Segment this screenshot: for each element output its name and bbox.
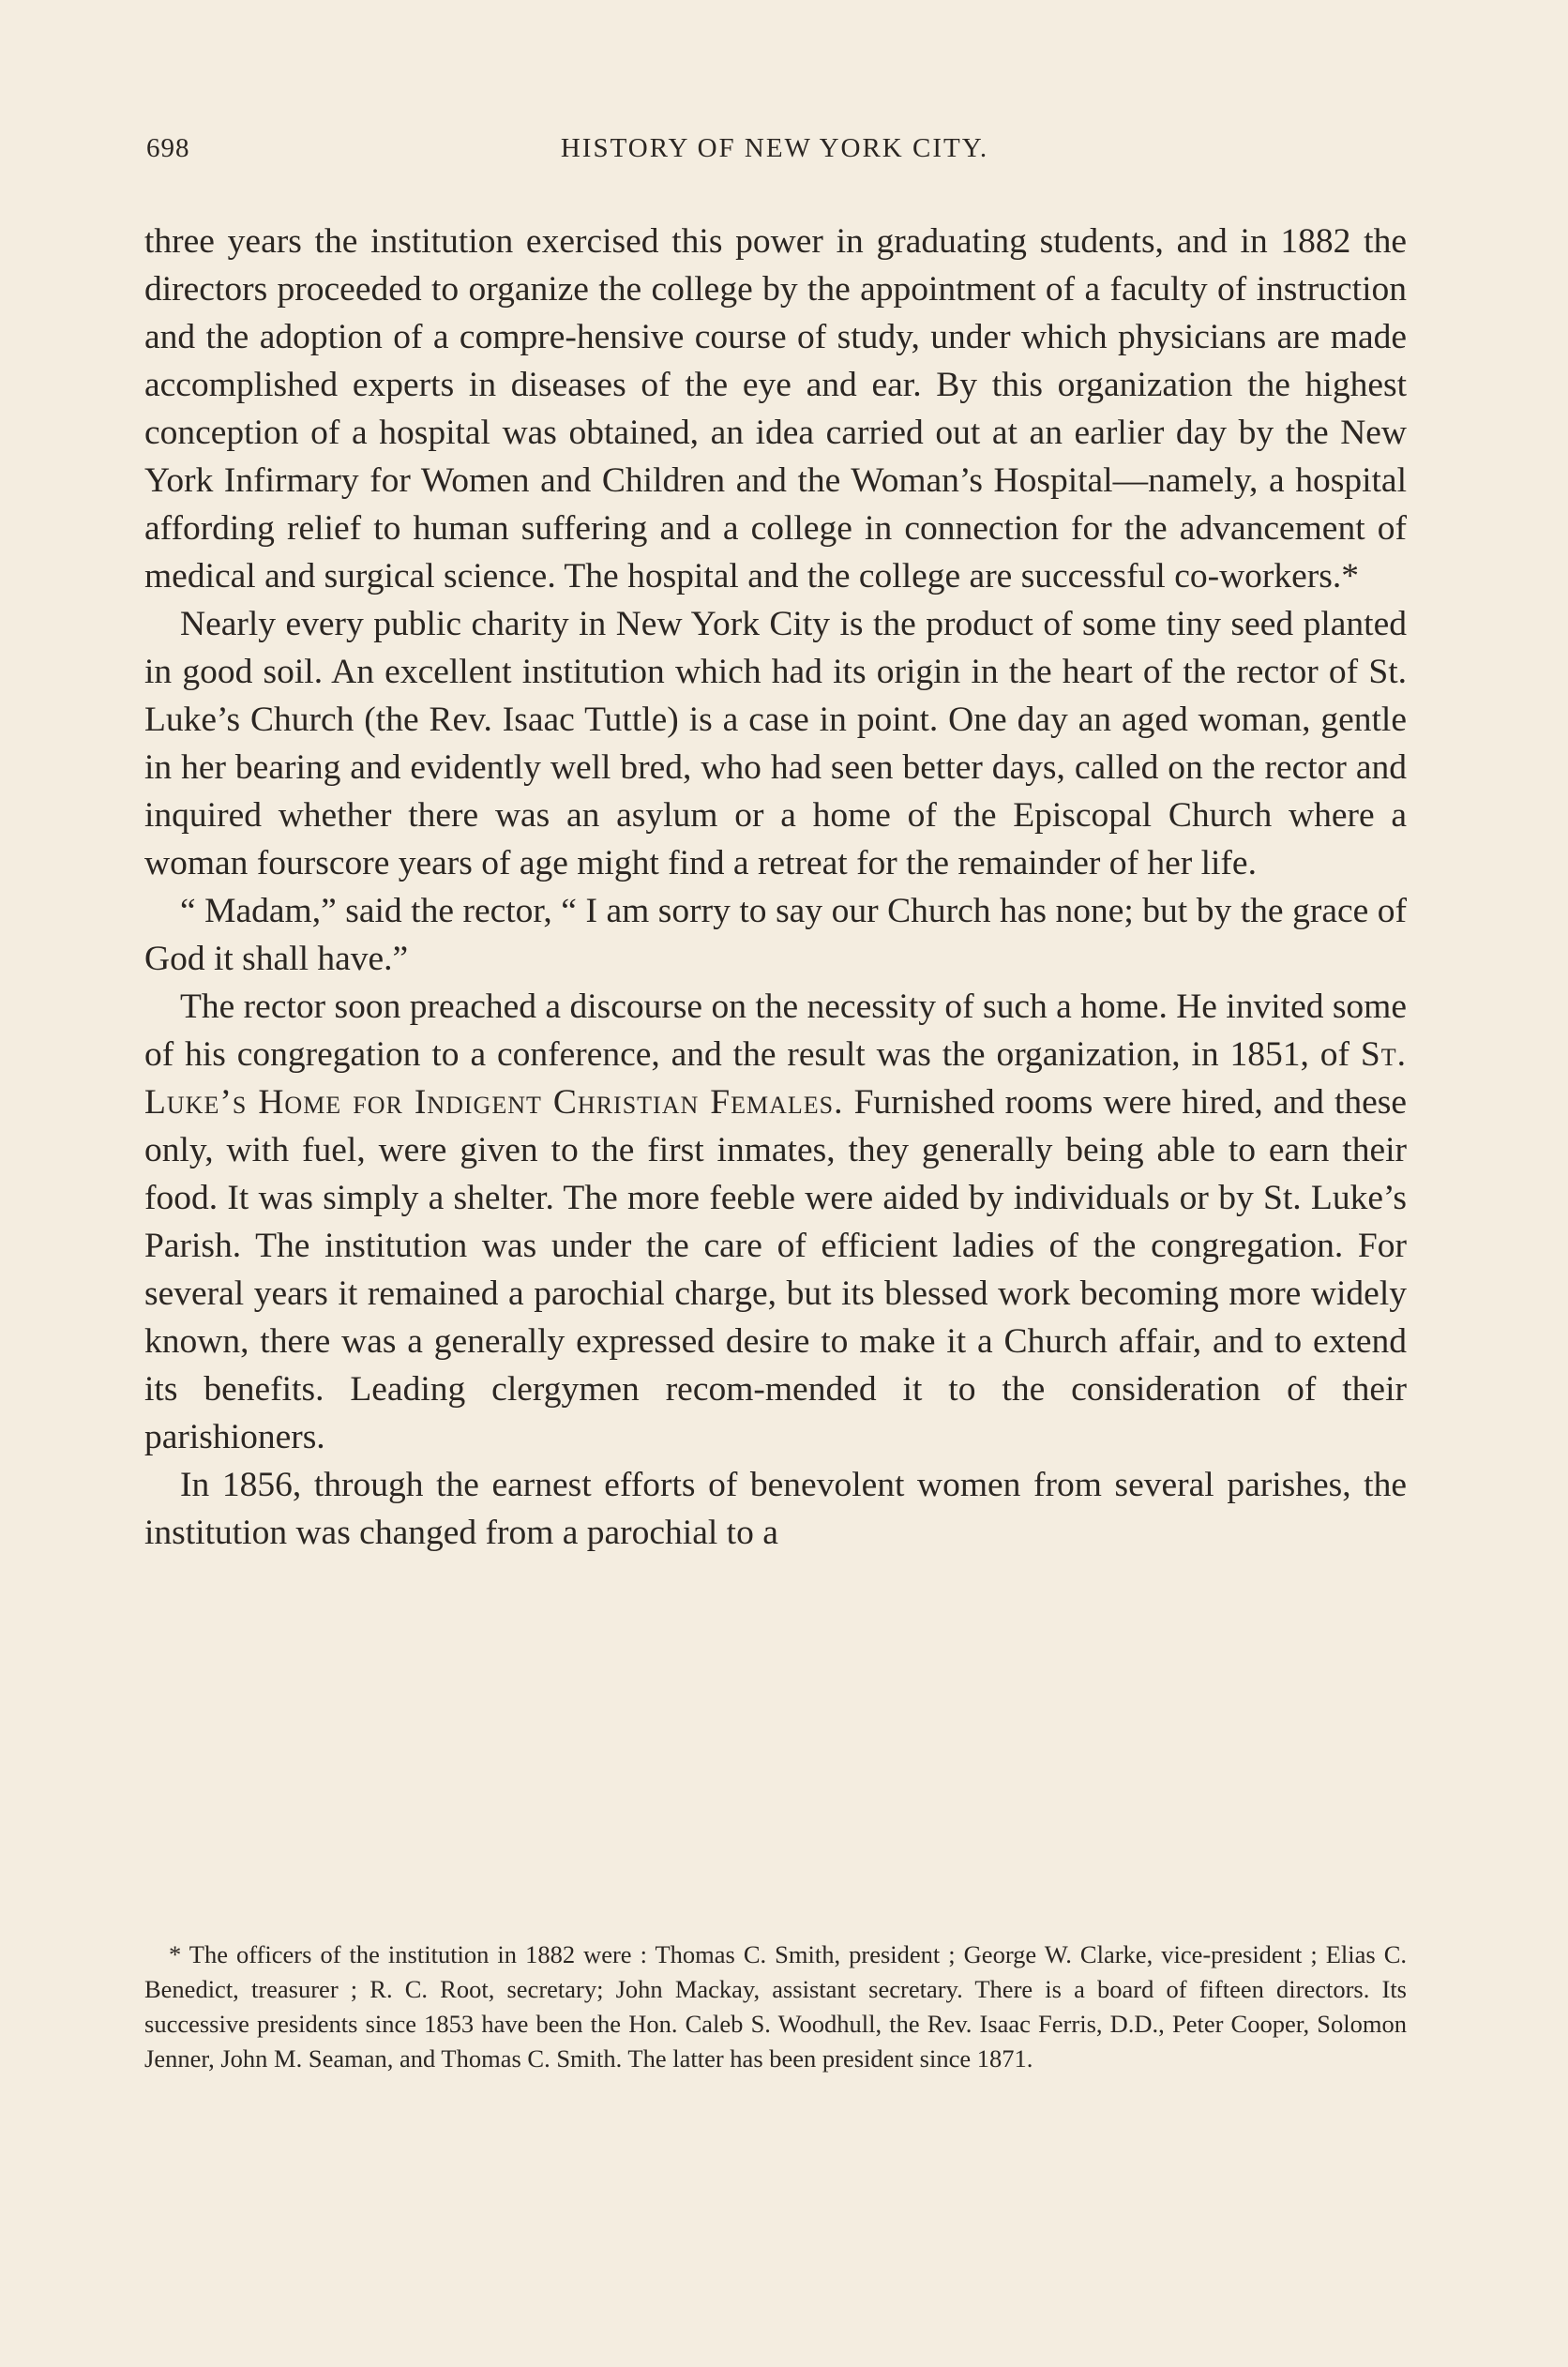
paragraph-3: “ Madam,” said the rector, “ I am sorry to say our Church has none; but by the grace of God it shall have.” [144, 892, 1407, 978]
paragraph-4-rest: Furnished rooms were hired, and these only, with fuel, were given to the first inmates, they generally being able to earn their food. It was simply a shelter. The more feeble were aided by individuals or by St. Luke’s Parish. The institution was under the care of efficient ladies of the congregation. For several years it remained a parochial charge, but its blessed work becoming more widely known, there was a generally expressed desire to make it a Church affair, and to extend its benefits. Leading clergymen recom-mended it to the consideration of their parishioners. [144, 1083, 1408, 1456]
page-header [146, 133, 1403, 171]
paragraph-4-lead: The rector soon preached a discourse on the necessity of such a home. He invited some of his congregation to a conference, and the result was the organization, in 1851, of [144, 988, 1407, 1074]
paragraph-1: three years the institution exercised this power in graduating students, and in 1882 the directors proceeded to organize the college by the appointment of a faculty of instruction and the adoption of a compre-hensive course of study, under which physicians are made accomplished experts in diseases of the eye and ear. By this organization the highest conception of a hospital was obtained, an idea carried out at an earlier day by the New York Infirmary for Women and Children and the Woman’s Hospital—namely, a hospital affording relief to human suffering and a college in connection for the advancement of medical and surgical science. The hospital and the college are successful co-workers.* [144, 222, 1407, 596]
institution-name: St. Luke’s Home for Indigent Christian Females. [144, 1035, 1407, 1122]
page-number: 698 [146, 133, 190, 163]
paragraph-2: Nearly every public charity in New York City is the product of some tiny seed planted in good soil. An excellent institution which had its origin in the heart of the rector of St. Luke’s Church (the Rev. Isaac Tuttle) is a case in point. One day an aged woman, gentle in her bearing and evidently well bred, who had seen better days, called on the rector and inquired whether there was an asylum or a home of the Episcopal Church where a woman fourscore years of age might find a retreat for the remainder of her life. [144, 605, 1407, 882]
footnote-text: * The officers of the institution in 1882 were : Thomas C. Smith, president ; George W. Clarke, vice-president ; Elias C. Benedict, treasurer ; R. C. Root, secretary; John Mackay, assistant secretary. There is a board of fifteen directors. Its successive presidents since 1853 have been the Hon. Caleb S. Woodhull, the Rev. Isaac Ferris, D.D., Peter Cooper, Solomon Jenner, John M. Seaman, and Thomas C. Smith. The latter has been president since 1871. [144, 1940, 1407, 2073]
paragraph-5: In 1856, through the earnest efforts of benevolent women from several parishes, the institution was changed from a parochial to a [144, 1466, 1407, 1552]
body-text [144, 218, 1407, 1557]
running-head: HISTORY OF NEW YORK CITY. [560, 133, 989, 163]
paragraph-4 [144, 983, 1407, 1461]
footnote [144, 1937, 1407, 2076]
